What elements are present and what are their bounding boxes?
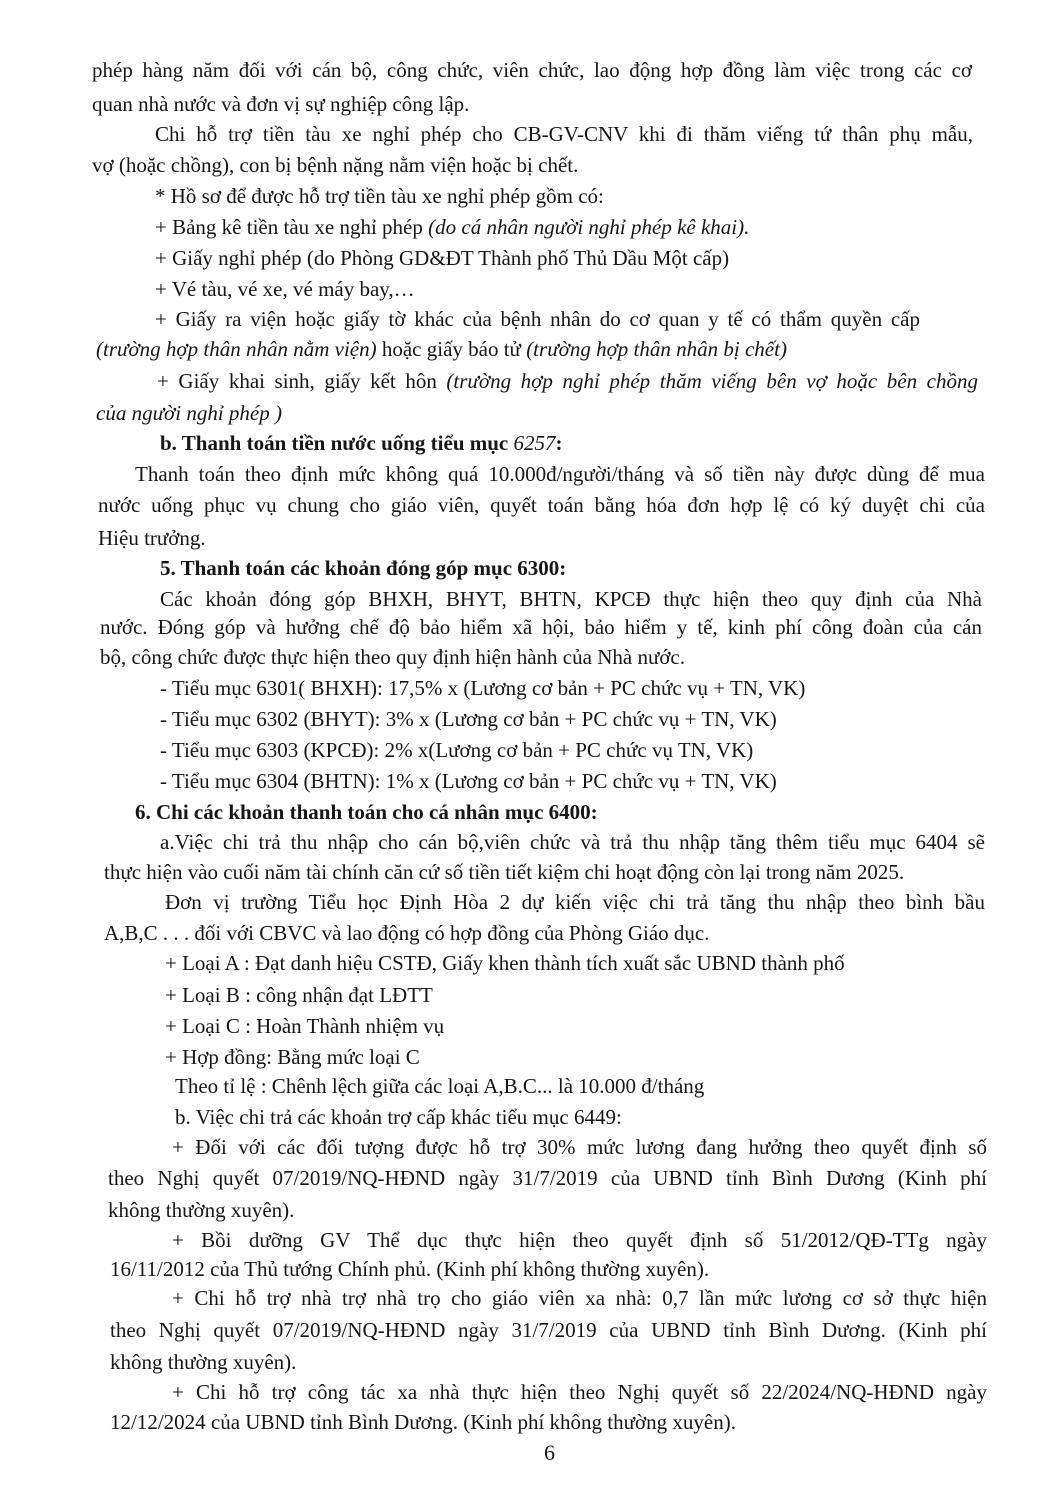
body-line: + Bồi dưỡng GV Thể dục thực hiện theo quyết định số 51/2012/QĐ-TTg ngày [172, 1228, 987, 1252]
body-line: vợ (hoặc chồng), con bị bệnh nặng nằm viện hoặc bị chết. [92, 153, 579, 177]
body-line: Hiệu trưởng. [98, 526, 206, 550]
body-line: bộ, công chức được thực hiện theo quy định hiện hành của Nhà nước. [100, 645, 685, 669]
body-line: + Giấy khai sinh, giấy kết hôn (trường hợp nghỉ phép thăm viếng bên vợ hoặc bên chồng [157, 369, 978, 393]
body-line: + Chi hỗ trợ nhà trợ nhà trọ cho giáo viên xa nhà: 0,7 lần mức lương cơ sở thực hiện [172, 1286, 987, 1310]
body-line: Thanh toán theo định mức không quá 10.000đ/người/tháng và số tiền này được dùng để mua [135, 462, 985, 486]
body-line: + Vé tàu, vé xe, vé máy bay,… [155, 277, 415, 301]
section-heading: 5. Thanh toán các khoản đóng góp mục 6300: [160, 556, 567, 580]
body-line: Đơn vị trường Tiểu học Định Hòa 2 dự kiến việc chi trả tăng thu nhập theo bình bầu [165, 890, 985, 914]
body-line: của người nghỉ phép ) [96, 401, 282, 425]
page-number: 6 [544, 1440, 555, 1465]
body-line: + Bảng kê tiền tàu xe nghỉ phép (do cá nhân người nghỉ phép kê khai). [155, 215, 750, 239]
body-line: + Giấy ra viện hoặc giấy tờ khác của bệnh nhân do cơ quan y tế có thẩm quyền cấp [155, 307, 920, 331]
body-line: Theo tỉ lệ : Chênh lệch giữa các loại A,B.C... là 10.000 đ/tháng [175, 1074, 705, 1098]
body-line: quan nhà nước và đơn vị sự nghiệp công lập. [92, 92, 470, 116]
section-heading: b. Thanh toán tiền nước uống tiểu mục 6257: [160, 431, 563, 455]
body-line: Chi hỗ trợ tiền tàu xe nghỉ phép cho CB-GV-CNV khi đi thăm viếng tứ thân phụ mẫu, [155, 122, 973, 146]
body-line: thực hiện vào cuối năm tài chính căn cứ số tiền tiết kiệm chi hoạt động còn lại trong năm 2025. [104, 860, 905, 884]
body-line: + Chi hỗ trợ công tác xa nhà thực hiện theo Nghị quyết số 22/2024/NQ-HĐND ngày [172, 1380, 987, 1404]
body-line: phép hàng năm đối với cán bộ, công chức, viên chức, lao động hợp đồng làm việc trong các cơ [92, 58, 972, 82]
list-item: + Loại A : Đạt danh hiệu CSTĐ, Giấy khen thành tích xuất sắc UBND thành phố [165, 951, 845, 975]
body-line: b. Việc chi trả các khoản trợ cấp khác tiểu mục 6449: [175, 1105, 622, 1129]
body-line: + Giấy nghỉ phép (do Phòng GD&ĐT Thành phố Thủ Dầu Một cấp) [155, 246, 730, 270]
body-line: không thường xuyên). [110, 1350, 297, 1374]
list-item: + Loại C : Hoàn Thành nhiệm vụ [165, 1014, 445, 1038]
list-item: + Hợp đồng: Bằng mức loại C [165, 1045, 420, 1069]
body-line: + Đối với các đối tượng được hỗ trợ 30% mức lương đang hưởng theo quyết định số [172, 1135, 987, 1159]
body-line: a.Việc chi trả thu nhập cho cán bộ,viên chức và trả thu nhập tăng thêm tiểu mục 6404 sẽ [160, 830, 985, 854]
body-line: (trường hợp thân nhân nằm viện) hoặc giấy báo tử (trường hợp thân nhân bị chết) [96, 337, 787, 361]
body-line: Các khoản đóng góp BHXH, BHYT, BHTN, KPCĐ thực hiện theo quy định của Nhà [160, 587, 982, 611]
list-item: + Loại B : công nhận đạt LĐTT [165, 983, 433, 1007]
list-item: - Tiểu mục 6304 (BHTN): 1% x (Lương cơ bản + PC chức vụ + TN, VK) [160, 769, 777, 793]
body-line: theo Nghị quyết 07/2019/NQ-HĐND ngày 31/7/2019 của UBND tỉnh Bình Dương. (Kinh phí [110, 1318, 987, 1342]
body-line: theo Nghị quyết 07/2019/NQ-HĐND ngày 31/7/2019 của UBND tỉnh Bình Dương (Kinh phí [108, 1166, 987, 1190]
body-line: nước uống phục vụ chung cho giáo viên, quyết toán bằng hóa đơn hợp lệ có ký duyệt chi của [98, 493, 985, 517]
body-line: nước. Đóng góp và hưởng chế độ bảo hiểm xã hội, bảo hiểm y tế, kinh phí công đoàn của cán [100, 615, 982, 639]
body-line: 12/12/2024 của UBND tỉnh Bình Dương. (Kinh phí không thường xuyên). [110, 1410, 736, 1434]
list-item: - Tiểu mục 6303 (KPCĐ): 2% x(Lương cơ bản + PC chức vụ TN, VK) [160, 738, 754, 762]
list-item: - Tiểu mục 6302 (BHYT): 3% x (Lương cơ bản + PC chức vụ + TN, VK) [160, 707, 777, 731]
body-line: * Hồ sơ để được hỗ trợ tiền tàu xe nghỉ phép gồm có: [155, 184, 604, 208]
section-heading: 6. Chi các khoản thanh toán cho cá nhân mục 6400: [135, 800, 598, 824]
body-line: 16/11/2012 của Thủ tướng Chính phủ. (Kinh phí không thường xuyên). [110, 1257, 710, 1281]
body-line: không thường xuyên). [108, 1198, 295, 1222]
list-item: - Tiểu mục 6301( BHXH): 17,5% x (Lương cơ bản + PC chức vụ + TN, VK) [160, 676, 806, 700]
body-line: A,B,C . . . đối với CBVC và lao động có hợp đồng của Phòng Giáo dục. [104, 921, 710, 945]
